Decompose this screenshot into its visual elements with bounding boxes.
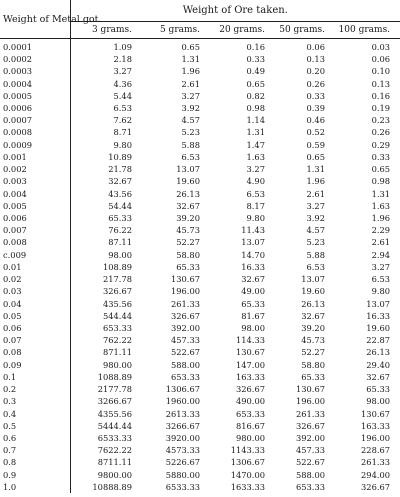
- metal-weight-cell: 0.2: [0, 383, 70, 395]
- value-cell: 16.33: [366, 310, 391, 321]
- value-cell: 32.67: [241, 274, 265, 285]
- value-cell: 52.27: [301, 347, 325, 358]
- value-cell: 45.73: [301, 335, 325, 346]
- value-cell: 1.31: [371, 188, 391, 199]
- metal-weight-cell: 0.5: [0, 420, 70, 432]
- value-cell: 11.43: [241, 225, 265, 236]
- value-cell: 3266.67: [97, 396, 132, 407]
- metal-weight-header: Weight of Metal got.: [0, 0, 70, 39]
- value-cell: 2.18: [113, 54, 132, 65]
- table-row: [0, 102, 400, 114]
- metal-weight-cell: 0.0006: [0, 102, 70, 114]
- table-row: [0, 444, 400, 456]
- table-row: [0, 224, 400, 236]
- table-header-group-row: [0, 0, 400, 22]
- value-cell: 0.06: [371, 54, 391, 65]
- table-row: [0, 127, 400, 139]
- value-cell: 2177.78: [97, 384, 132, 395]
- value-cell: 2.61: [306, 188, 325, 199]
- value-cell: 65.33: [366, 384, 391, 395]
- metal-weight-cell: 0.02: [0, 273, 70, 285]
- value-cell: 261.33: [295, 408, 325, 419]
- metal-weight-cell: 0.0007: [0, 114, 70, 126]
- metal-weight-cell: 0.0008: [0, 127, 70, 139]
- value-cell: 762.22: [102, 335, 132, 346]
- value-cell: 217.78: [102, 274, 132, 285]
- value-cell: 3.27: [246, 164, 265, 175]
- value-cell: 3920.00: [165, 432, 200, 443]
- table-row: [0, 39, 400, 54]
- value-cell: 5.88: [306, 249, 325, 260]
- ore-weight-header: Weight of Ore taken.: [70, 0, 400, 22]
- value-cell: 0.98: [371, 176, 391, 187]
- value-cell: 32.67: [176, 200, 200, 211]
- value-cell: 326.67: [361, 481, 391, 492]
- table-row: [0, 334, 400, 346]
- table-row: [0, 371, 400, 383]
- value-cell: 19.60: [301, 286, 325, 297]
- value-cell: 14.70: [241, 249, 265, 260]
- value-cell: 3.92: [306, 213, 325, 224]
- table-row: [0, 139, 400, 151]
- table-row: [0, 469, 400, 481]
- metal-weight-cell: 0.03: [0, 285, 70, 297]
- value-cell: 98.00: [241, 322, 265, 333]
- metal-weight-cell: 0.006: [0, 212, 70, 224]
- value-cell: 3.27: [113, 66, 132, 77]
- table-row: [0, 261, 400, 273]
- table-row: [0, 175, 400, 187]
- table-body: [0, 39, 400, 494]
- value-cell: 32.67: [366, 371, 391, 382]
- table-row: [0, 432, 400, 444]
- value-cell: 0.23: [371, 115, 391, 126]
- value-cell: 9.80: [246, 213, 265, 224]
- column-header-3-grams: 3 grams.: [70, 22, 142, 39]
- value-cell: 6.53: [246, 188, 265, 199]
- metal-weight-cell: 0.04: [0, 298, 70, 310]
- table-row: [0, 383, 400, 395]
- value-cell: 1.96: [181, 66, 200, 77]
- value-cell: 871.11: [102, 347, 132, 358]
- value-cell: 76.22: [108, 225, 132, 236]
- value-cell: 0.59: [306, 139, 325, 150]
- value-cell: 8.17: [246, 200, 265, 211]
- value-cell: 10.89: [108, 151, 132, 162]
- value-cell: 653.33: [102, 322, 132, 333]
- value-cell: 163.33: [361, 420, 391, 431]
- metal-weight-cell: 0.06: [0, 322, 70, 334]
- value-cell: 2.94: [371, 249, 391, 260]
- column-header-20-grams: 20 grams.: [210, 22, 275, 39]
- value-cell: 9.80: [371, 286, 391, 297]
- value-cell: 0.52: [306, 127, 325, 138]
- metal-weight-cell: 0.07: [0, 334, 70, 346]
- metal-weight-cell: 0.9: [0, 469, 70, 481]
- value-cell: 6533.33: [97, 432, 132, 443]
- value-cell: 1633.33: [230, 481, 265, 492]
- metal-weight-cell: 0.3: [0, 395, 70, 407]
- value-cell: 130.67: [235, 347, 265, 358]
- value-cell: 163.33: [235, 371, 265, 382]
- value-cell: 0.39: [306, 103, 325, 114]
- value-cell: 6.53: [181, 151, 200, 162]
- value-cell: 588.00: [295, 469, 325, 480]
- value-cell: 6.53: [113, 103, 132, 114]
- metal-weight-cell: 0.6: [0, 432, 70, 444]
- table-row: [0, 322, 400, 334]
- value-cell: 19.60: [366, 322, 391, 333]
- value-cell: 457.33: [170, 335, 200, 346]
- metal-weight-cell: 0.003: [0, 175, 70, 187]
- metal-weight-cell: 0.05: [0, 310, 70, 322]
- value-cell: 26.13: [301, 298, 325, 309]
- value-cell: 1.31: [181, 54, 200, 65]
- value-cell: 1306.67: [165, 384, 200, 395]
- value-cell: 10888.89: [92, 481, 132, 492]
- value-cell: 392.00: [170, 322, 200, 333]
- value-cell: 0.33: [246, 54, 265, 65]
- value-cell: 6.53: [306, 261, 325, 272]
- value-cell: 58.80: [301, 359, 325, 370]
- value-cell: 294.00: [361, 469, 391, 480]
- value-cell: 522.67: [170, 347, 200, 358]
- value-cell: 0.82: [246, 90, 265, 101]
- table-row: [0, 408, 400, 420]
- value-cell: 0.65: [371, 164, 391, 175]
- value-cell: 544.44: [102, 310, 132, 321]
- value-cell: 0.29: [371, 139, 391, 150]
- value-cell: 4.57: [181, 115, 200, 126]
- value-cell: 5226.67: [165, 457, 200, 468]
- value-cell: 0.19: [371, 103, 391, 114]
- value-cell: 13.07: [366, 298, 391, 309]
- value-cell: 4.36: [113, 78, 132, 89]
- value-cell: 228.67: [361, 445, 391, 456]
- value-cell: 1470.00: [230, 469, 265, 480]
- value-cell: 65.33: [108, 213, 132, 224]
- value-cell: 0.49: [246, 66, 265, 77]
- metal-weight-cell: c.009: [0, 249, 70, 261]
- value-cell: 65.33: [176, 261, 200, 272]
- value-cell: 653.33: [235, 408, 265, 419]
- value-cell: 1.31: [246, 127, 265, 138]
- value-cell: 32.67: [301, 310, 325, 321]
- table-row: [0, 285, 400, 297]
- value-cell: 980.00: [102, 359, 132, 370]
- value-cell: 3.27: [181, 90, 200, 101]
- value-cell: 1960.00: [165, 396, 200, 407]
- value-cell: 1.09: [113, 41, 132, 52]
- metal-weight-cell: 1.0: [0, 481, 70, 493]
- value-cell: 26.13: [176, 188, 200, 199]
- value-cell: 0.20: [306, 66, 325, 77]
- metal-weight-cell: 0.0009: [0, 139, 70, 151]
- value-cell: 816.67: [235, 420, 265, 431]
- value-cell: 1.63: [246, 151, 265, 162]
- metal-weight-cell: 0.007: [0, 224, 70, 236]
- value-cell: 435.56: [102, 298, 132, 309]
- value-cell: 16.33: [241, 261, 265, 272]
- value-cell: 29.40: [366, 359, 391, 370]
- value-cell: 7.62: [113, 115, 132, 126]
- value-cell: 0.33: [371, 151, 391, 162]
- value-cell: 0.65: [306, 151, 325, 162]
- metal-weight-cell: 0.8: [0, 456, 70, 468]
- value-cell: 3.27: [371, 261, 391, 272]
- value-cell: 26.13: [366, 347, 391, 358]
- value-cell: 653.33: [295, 481, 325, 492]
- value-cell: 980.00: [235, 432, 265, 443]
- value-cell: 326.67: [170, 310, 200, 321]
- table-row: [0, 151, 400, 163]
- value-cell: 196.00: [361, 432, 391, 443]
- table-row: [0, 395, 400, 407]
- value-cell: 5.23: [306, 237, 325, 248]
- value-cell: 22.87: [366, 335, 391, 346]
- value-cell: 5.88: [181, 139, 200, 150]
- metal-weight-cell: 0.7: [0, 444, 70, 456]
- table-row: [0, 359, 400, 371]
- value-cell: 5880.00: [165, 469, 200, 480]
- value-cell: 0.65: [181, 41, 200, 52]
- value-cell: 0.26: [306, 78, 325, 89]
- table-row: [0, 163, 400, 175]
- table-row: [0, 237, 400, 249]
- value-cell: 1.31: [306, 164, 325, 175]
- value-cell: 39.20: [301, 322, 325, 333]
- value-cell: 392.00: [295, 432, 325, 443]
- value-cell: 261.33: [361, 457, 391, 468]
- metal-weight-cell: 0.08: [0, 346, 70, 358]
- table-row: [0, 114, 400, 126]
- value-cell: 7622.22: [97, 445, 132, 456]
- metal-weight-cell: 0.002: [0, 163, 70, 175]
- value-cell: 0.13: [306, 54, 325, 65]
- value-cell: 13.07: [241, 237, 265, 248]
- value-cell: 1.96: [306, 176, 325, 187]
- metal-weight-cell: 0.01: [0, 261, 70, 273]
- value-cell: 2.61: [181, 78, 200, 89]
- value-cell: 4.57: [306, 225, 325, 236]
- value-cell: 54.44: [108, 200, 132, 211]
- value-cell: 43.56: [108, 188, 132, 199]
- column-header-50-grams: 50 grams.: [275, 22, 335, 39]
- value-cell: 326.67: [295, 420, 325, 431]
- value-cell: 196.00: [295, 396, 325, 407]
- value-cell: 3.27: [306, 200, 325, 211]
- value-cell: 32.67: [108, 176, 132, 187]
- value-cell: 81.67: [241, 310, 265, 321]
- table-row: [0, 65, 400, 77]
- value-cell: 4355.56: [97, 408, 132, 419]
- value-cell: 0.98: [246, 103, 265, 114]
- value-cell: 21.78: [108, 164, 132, 175]
- table-row: [0, 249, 400, 261]
- value-cell: 1.96: [371, 213, 391, 224]
- value-cell: 87.11: [108, 237, 132, 248]
- value-cell: 2613.33: [165, 408, 200, 419]
- value-cell: 58.80: [176, 249, 200, 260]
- table-row: [0, 346, 400, 358]
- value-cell: 108.89: [102, 261, 132, 272]
- value-cell: 6533.33: [165, 481, 200, 492]
- value-cell: 588.00: [170, 359, 200, 370]
- value-cell: 2.29: [371, 225, 391, 236]
- value-cell: 1.47: [246, 139, 265, 150]
- metal-weight-cell: 0.008: [0, 237, 70, 249]
- value-cell: 13.07: [301, 274, 325, 285]
- value-cell: 45.73: [176, 225, 200, 236]
- table-row: [0, 200, 400, 212]
- value-cell: 1306.67: [230, 457, 265, 468]
- value-cell: 5444.44: [97, 420, 132, 431]
- table-row: [0, 78, 400, 90]
- table-row: [0, 481, 400, 493]
- value-cell: 6.53: [371, 274, 391, 285]
- value-cell: 1143.33: [230, 445, 265, 456]
- column-header-5-grams: 5 grams.: [142, 22, 210, 39]
- metal-weight-cell: 0.0005: [0, 90, 70, 102]
- table-row: [0, 420, 400, 432]
- value-cell: 8.71: [113, 127, 132, 138]
- table-row: [0, 456, 400, 468]
- value-cell: 326.67: [235, 384, 265, 395]
- value-cell: 13.07: [176, 164, 200, 175]
- value-cell: 3266.67: [165, 420, 200, 431]
- value-cell: 653.33: [170, 371, 200, 382]
- metal-weight-cell: 0.4: [0, 408, 70, 420]
- metal-weight-cell: 0.005: [0, 200, 70, 212]
- value-cell: 326.67: [102, 286, 132, 297]
- value-cell: 147.00: [235, 359, 265, 370]
- value-cell: 39.20: [176, 213, 200, 224]
- value-cell: 130.67: [170, 274, 200, 285]
- value-cell: 0.65: [246, 78, 265, 89]
- value-cell: 0.16: [246, 41, 265, 52]
- table-row: [0, 90, 400, 102]
- value-cell: 261.33: [170, 298, 200, 309]
- value-cell: 130.67: [295, 384, 325, 395]
- value-cell: 65.33: [241, 298, 265, 309]
- value-cell: 19.60: [176, 176, 200, 187]
- value-cell: 98.00: [108, 249, 132, 260]
- value-cell: 457.33: [295, 445, 325, 456]
- metal-weight-cell: 0.004: [0, 188, 70, 200]
- value-cell: 49.00: [241, 286, 265, 297]
- value-cell: 8711.11: [97, 457, 132, 468]
- value-cell: 4573.33: [165, 445, 200, 456]
- column-header-100-grams: 100 grams.: [335, 22, 400, 39]
- value-cell: 0.16: [371, 90, 391, 101]
- value-cell: 5.44: [113, 90, 132, 101]
- metal-weight-cell: 0.0002: [0, 53, 70, 65]
- table-row: [0, 212, 400, 224]
- value-cell: 1.63: [371, 200, 391, 211]
- value-cell: 196.00: [170, 286, 200, 297]
- value-cell: 4.90: [246, 176, 265, 187]
- value-cell: 1.14: [246, 115, 265, 126]
- table-row: [0, 298, 400, 310]
- value-cell: 65.33: [301, 371, 325, 382]
- table-row: [0, 310, 400, 322]
- value-cell: 130.67: [361, 408, 391, 419]
- metal-weight-cell: 0.1: [0, 371, 70, 383]
- metal-weight-cell: 0.0001: [0, 39, 70, 54]
- value-cell: 52.27: [176, 237, 200, 248]
- value-cell: 9.80: [113, 139, 132, 150]
- value-cell: 98.00: [366, 396, 391, 407]
- value-cell: 9800.00: [97, 469, 132, 480]
- value-cell: 0.26: [371, 127, 391, 138]
- value-cell: 1088.89: [97, 371, 132, 382]
- value-cell: 0.13: [371, 78, 391, 89]
- value-cell: 0.46: [306, 115, 325, 126]
- value-cell: 114.33: [235, 335, 265, 346]
- metal-weight-cell: 0.0004: [0, 78, 70, 90]
- table-row: [0, 53, 400, 65]
- value-cell: 5.23: [181, 127, 200, 138]
- value-cell: 3.92: [181, 103, 200, 114]
- value-cell: 0.03: [371, 41, 391, 52]
- metal-weight-cell: 0.0003: [0, 65, 70, 77]
- value-cell: 490.00: [235, 396, 265, 407]
- value-cell: 522.67: [295, 457, 325, 468]
- table-row: [0, 188, 400, 200]
- metal-weight-cell: 0.001: [0, 151, 70, 163]
- value-cell: 0.33: [306, 90, 325, 101]
- value-cell: 2.61: [371, 237, 391, 248]
- value-cell: 0.06: [306, 41, 325, 52]
- metal-weight-cell: 0.09: [0, 359, 70, 371]
- table-row: [0, 273, 400, 285]
- value-cell: 0.10: [371, 66, 391, 77]
